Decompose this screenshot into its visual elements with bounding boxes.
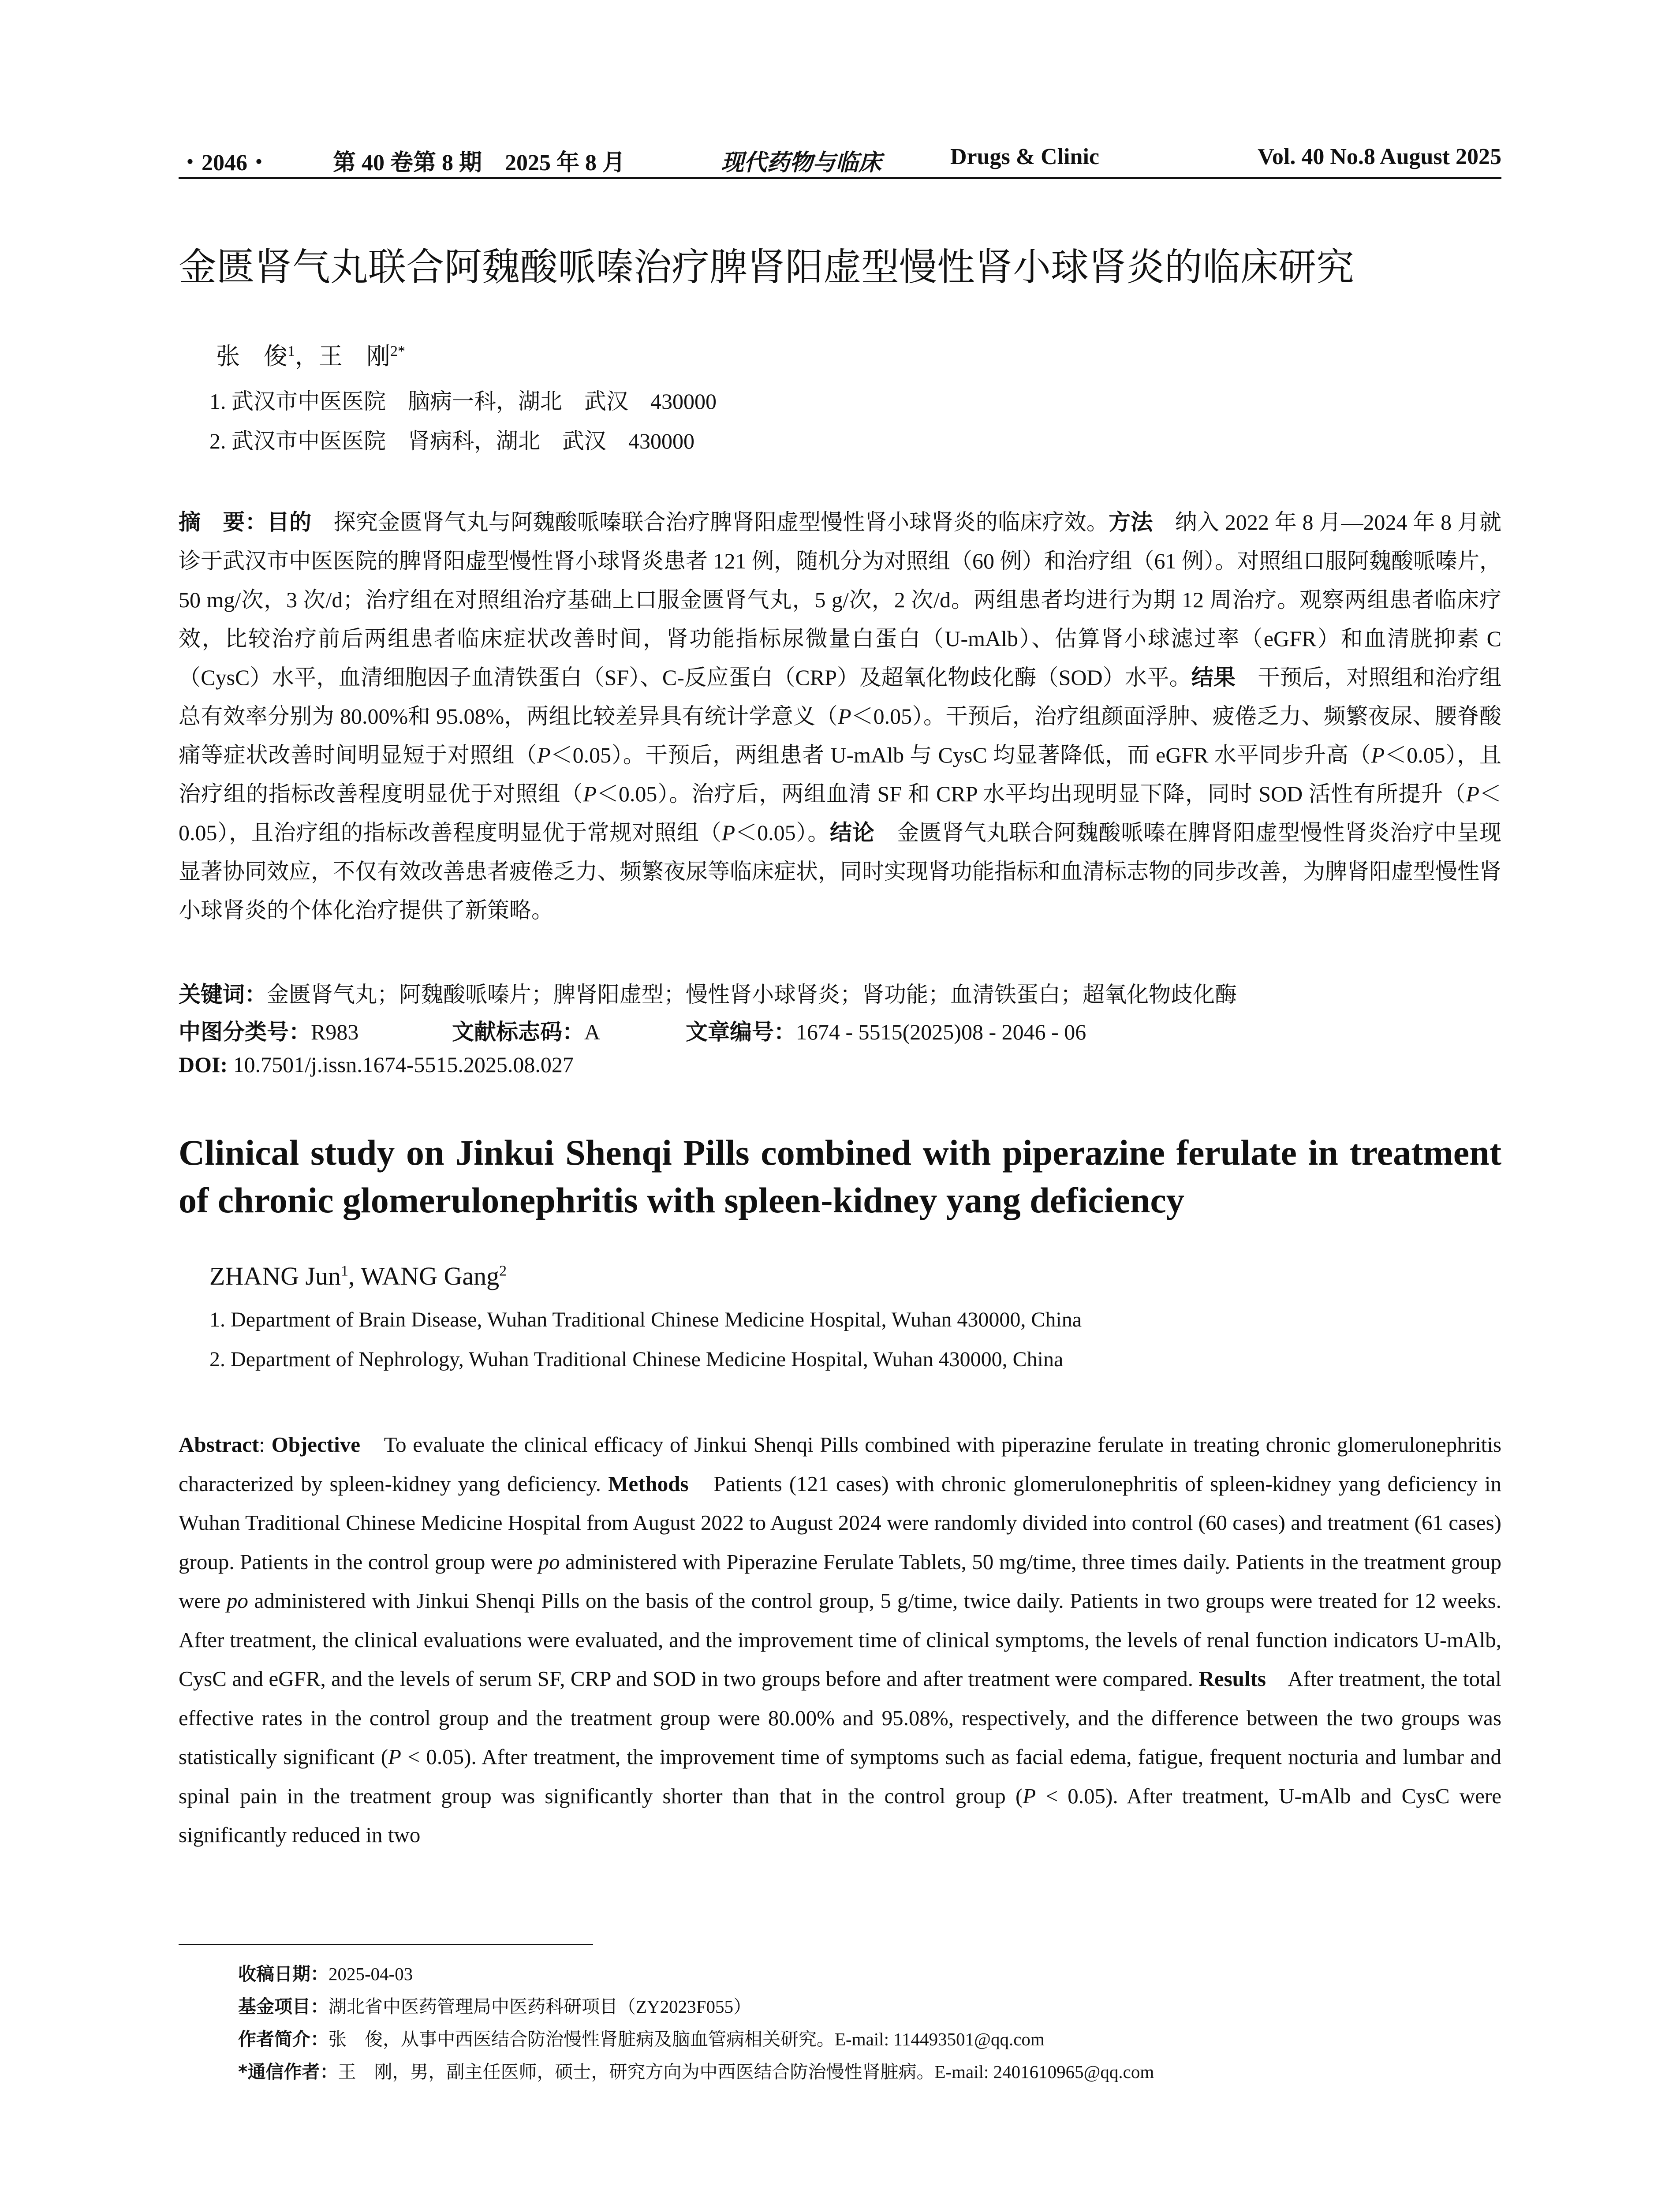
p-value-symbol: P xyxy=(1371,743,1385,767)
abstract-label-cn: 摘 要： xyxy=(179,509,267,535)
methods-en-2: administered with Piperazine Ferulate Tablets, 50 mg/time, three times daily. Patients in the treatment group were xyxy=(179,1549,1502,1613)
footnote-label: 作者简介： xyxy=(238,2029,329,2050)
author-1-en: ZHANG Jun xyxy=(209,1262,341,1290)
results-en-3: < 0.05). After treatment, U-mAlb and CysC were significantly reduced in two xyxy=(179,1783,1501,1847)
affiliation-cn-1: 1. 武汉市中医医院 脑病一科，湖北 武汉 430000 xyxy=(209,389,717,414)
methods-label-cn: 方法 xyxy=(1109,509,1153,535)
doi-value[interactable]: 10.7501/j.issn.1674-5515.2025.08.027 xyxy=(228,1052,574,1077)
methods-en-3: administered with Jinkui Shenqi Pills on the basis of the control group, 5 g/time, twice daily. Patients in two groups were treated for 12 weeks. After treatment, the clinical evaluations were evaluated, and the improvement time of clinical symptoms, the levels of renal function indicators U-mAlb, CysC and eGFR, and the levels of serum SF, CRP and SOD in two groups before and after treatment were compared. xyxy=(179,1588,1501,1691)
author-sep-en: , xyxy=(348,1262,361,1290)
results-cn-1: 干预后，对照组和治疗组总有效率分别为 80.00%和 95.08%，两组比较差异具有统计学意义（ xyxy=(179,665,1502,729)
doc-code-value: A xyxy=(584,1020,601,1044)
page-number: ・2046・ xyxy=(179,150,271,176)
methods-label-en: Methods xyxy=(608,1471,689,1496)
authors-en xyxy=(209,1261,507,1291)
author-2-sup: 2* xyxy=(390,343,405,359)
keywords-cn xyxy=(179,977,1501,1009)
po-term: po xyxy=(538,1549,560,1574)
running-head xyxy=(179,140,1501,179)
p-value-symbol: P xyxy=(583,781,597,806)
results-en-2: < 0.05). After treatment, the improvement time of symptoms such as facial edema, fatigue, frequent nocturia and lumbar and spinal pain in the treatment group was significantly shorter than that in the control group ( xyxy=(179,1745,1501,1808)
footnote-author-bio xyxy=(238,2025,1045,2051)
results-en-1: After treatment, the total effective rates in the control group and the treatment group were 80.00% and 95.08%, respectively, and the difference between the two groups was statistically significant ( xyxy=(179,1667,1501,1769)
volume-en: Vol. 40 No.8 August 2025 xyxy=(1258,144,1501,169)
results-label-en: Results xyxy=(1198,1667,1266,1691)
p-value-symbol-en: P xyxy=(388,1745,401,1769)
footnote-label: 基金项目： xyxy=(238,1996,329,2017)
title-cn: 金匮肾气丸联合阿魏酸哌嗪治疗脾肾阳虚型慢性肾小球肾炎的临床研究 xyxy=(179,245,1354,289)
author-2-en: WANG Gang xyxy=(361,1262,500,1290)
classification-line xyxy=(179,1014,1501,1046)
journal-name-cn: 现代药物与临床 xyxy=(721,150,882,176)
footnote-label: *通信作者： xyxy=(238,2061,338,2082)
conclusion-label-cn: 结论 xyxy=(830,820,875,845)
p-value-symbol: P xyxy=(1466,781,1480,806)
results-cn-3: ＜0.05）。干预后，两组患者 U-mAlb 与 CysC 均显著降低，而 eGFR 水平同步升高（ xyxy=(550,743,1371,767)
p-value-symbol: P xyxy=(537,743,551,767)
results-cn-6: ＜0.05），且治疗组的指标改善程度明显优于常规对照组（ xyxy=(179,781,1502,845)
p-value-symbol: P xyxy=(721,820,735,845)
conclusion-cn: 金匮肾气丸联合阿魏酸哌嗪在脾肾阳虚型慢性肾炎治疗中呈现显著协同效应，不仅有效改善患者疲倦乏力、频繁夜尿等临床症状，同时实现肾功能指标和血清标志物的同步改善，为脾肾阳虚型慢性肾小球肾炎的个体化治疗提供了新策略。 xyxy=(179,820,1502,923)
clc-value: R983 xyxy=(311,1020,359,1044)
author-1-sup: 1 xyxy=(287,343,295,359)
results-cn-2: ＜0.05）。干预后，治疗组颜面浮肿、疲倦乏力、频繁夜尿、腰脊酸痛等症状改善时间明显短于对照组（ xyxy=(179,704,1501,767)
footnote-label: 收稿日期： xyxy=(238,1963,329,1984)
doc-code-label: 文献标志码： xyxy=(452,1019,584,1045)
abstract-label-en: Abstract xyxy=(179,1432,259,1457)
volume-cn: 第 40 卷第 8 期 2025 年 8 月 xyxy=(333,150,626,176)
footnote-received xyxy=(238,1959,413,1985)
journal-name-en: Drugs & Clinic xyxy=(950,144,1099,169)
article-no-label: 文章编号： xyxy=(686,1019,796,1045)
affiliation-cn-2: 2. 武汉市中医医院 肾病科，湖北 武汉 430000 xyxy=(209,429,694,453)
footnote-funding xyxy=(238,1992,751,2018)
author-2-en-sup: 2 xyxy=(499,1263,507,1279)
objective-label-en: Objective xyxy=(271,1432,360,1457)
doi-label: DOI: xyxy=(179,1052,228,1077)
keywords-text: 金匮肾气丸；阿魏酸哌嗪片；脾肾阳虚型；慢性肾小球肾炎；肾功能；血清铁蛋白；超氧化物歧化酶 xyxy=(267,982,1237,1007)
p-value-symbol: P xyxy=(838,704,851,729)
author-1-en-sup: 1 xyxy=(341,1263,349,1279)
affiliation-en-2: 2. Department of Nephrology, Wuhan Traditional Chinese Medicine Hospital, Wuhan 430000, China xyxy=(209,1348,1064,1371)
footnote-text: 2025-04-03 xyxy=(329,1964,413,1984)
article-no-value: 1674 - 5515(2025)08 - 2046 - 06 xyxy=(796,1020,1086,1044)
footnote-corresponding xyxy=(238,2057,1154,2083)
abstract-cn xyxy=(179,503,1501,930)
objective-cn: 探究金匮肾气丸与阿魏酸哌嗪联合治疗脾肾阳虚型慢性肾小球肾炎的临床疗效。 xyxy=(311,510,1109,534)
abstract-en xyxy=(179,1425,1501,1855)
footnote-text: 张 俊，从事中西医结合防治慢性肾脏病及脑血管病相关研究。E-mail: 114493501@qq.com xyxy=(329,2029,1045,2049)
title-en: Clinical study on Jinkui Shenqi Pills combined with piperazine ferulate in treatment of chronic glomerulonephritis with spleen-kidney yang deficiency xyxy=(179,1132,1501,1220)
keywords-label: 关键词： xyxy=(179,982,267,1007)
author-sep: ， xyxy=(295,343,319,370)
results-cn-4: ＜0.05），且治疗组的指标改善程度明显优于对照组（ xyxy=(179,743,1502,806)
methods-en-1: Patients (121 cases) with chronic glomerulonephritis of spleen-kidney yang deficiency in Wuhan Traditional Chinese Medicine Hospital from August 2022 to August 2024 were randomly divided into control (60 cases) and treatment (61 cases) group. Patients in the control group were xyxy=(179,1471,1501,1574)
footnote-text: 湖北省中医药管理局中医药科研项目（ZY2023F055） xyxy=(329,1996,751,2017)
clc-label: 中图分类号： xyxy=(179,1019,311,1045)
author-2-cn: 王 刚 xyxy=(319,343,390,370)
footnote-text: 王 刚，男，副主任医师，硕士，研究方向为中西医结合防治慢性肾脏病。E-mail: 2401610965@qq.com xyxy=(338,2062,1154,2082)
results-cn-5: ＜0.05）。治疗后，两组血清 SF 和 CRP 水平均出现明显下降，同时 SOD 活性有所提升（ xyxy=(596,781,1466,806)
footnote-divider xyxy=(179,1944,593,1945)
results-label-cn: 结果 xyxy=(1191,665,1236,690)
methods-cn: 纳入 2022 年 8 月—2024 年 8 月就诊于武汉市中医医院的脾肾阳虚型慢性肾小球肾炎患者 121 例，随机分为对照组（60 例）和治疗组（61 例）。对照组口服阿魏酸哌嗪片，50 mg/次，3 次/d；治疗组在对照组治疗基础上口服金匮肾气丸，5 g/次，2 次/d。两组患者均进行为期 12 周治疗。观察两组患者临床疗效，比较治疗前后两组患者临床症状改善时间，肾功能指标尿微量白蛋白（U-mAlb）、估算肾小球滤过率（eGFR）和血清胱抑素 C（CysC）水平，血清细胞因子血清铁蛋白（SF）、C-反应蛋白（CRP）及超氧化物歧化酶（SOD）水平。 xyxy=(179,510,1502,690)
authors-cn xyxy=(216,337,405,371)
affiliation-en-1: 1. Department of Brain Disease, Wuhan Traditional Chinese Medicine Hospital, Wuhan 430000, China xyxy=(209,1308,1082,1331)
author-1-cn: 张 俊 xyxy=(216,343,287,370)
objective-en: To evaluate the clinical efficacy of Jinkui Shenqi Pills combined with piperazine ferulate in treating chronic glomerulonephritis characterized by spleen-kidney yang deficiency. xyxy=(179,1432,1501,1496)
objective-label-cn: 目的 xyxy=(267,509,312,535)
p-value-symbol-en: P xyxy=(1023,1783,1036,1808)
po-term: po xyxy=(226,1588,248,1613)
results-cn-7: ＜0.05）。 xyxy=(735,820,830,845)
doi-line xyxy=(179,1052,1501,1077)
abstract-colon: : xyxy=(259,1432,272,1457)
